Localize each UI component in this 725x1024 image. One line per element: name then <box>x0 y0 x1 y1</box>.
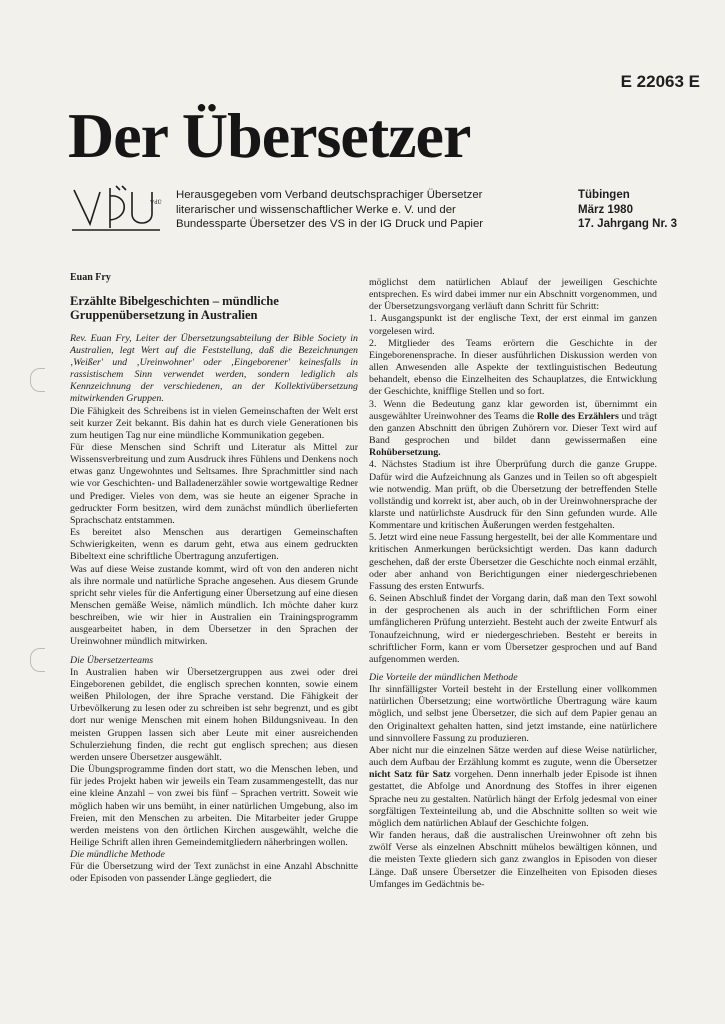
article-lead: Rev. Euan Fry, Leiter der Übersetzungsabteilung der Bible Society in Australien, legt Wert auf die Feststellung, daß die Bezeichnungen ‚Weißer' und ‚Ureinwohner' oder ‚Eingeborener' keinesfalls in rassistischem Sinn verwendet werden, sondern lediglich als Kennzeichnung der verschiedenen, an der Kollektivübersetzung mitwirkenden Gruppen. <box>70 332 358 405</box>
bold-term: Rohübersetzung. <box>369 447 441 459</box>
paragraph: 6. Seinen Abschluß findet der Vorgang darin, daß man den Text sowohl in der gesprochenen als auch in der schriftlichen Form einer umfänglicheren Prüfung unterzieht. Besteht auch der zweite Entwurf als Tonaufzeichnung, wird er niedergeschrieben. Besteht er bereits in schriftlicher Form, kann er vom Übersetzer gesprochen und auf Band aufgenommen werden. <box>369 593 657 665</box>
issue-info <box>578 188 698 232</box>
vdue-logo-icon <box>70 184 166 234</box>
publisher-line: literarischer und wissenschaftlicher Werke e. V. und der <box>176 203 456 216</box>
subheading: Die mündliche Methode <box>70 849 165 861</box>
text-run: Aber nicht nur die einzelnen Sätze werden auf diese Weise natürlicher, auch dem Aufbau der Erzählung kommt es zugute, wenn die Übersetzer <box>369 744 657 769</box>
publisher-line: Bundessparte Übersetzer des VS in der IG Druck und Papier <box>176 218 484 231</box>
subheading: Die Vorteile der mündlichen Methode <box>369 672 518 683</box>
paragraph: 5. Jetzt wird eine neue Fassung hergestellt, bei der alle Kommentare und kritischen Anmerkungen berücksichtigt werden. Das kann dadurch geschehen, daß der erste Übersetzer die Geschichte noch einmal erzählt, oder aber anhand von Berichtigungen einer niedergeschriebenen Fassung des ersten Entwurfs. <box>369 532 657 592</box>
column-left <box>70 272 358 886</box>
article-headline: Erzählte Bibelgeschichten – mündliche Gruppenübersetzung in Australien <box>70 294 279 323</box>
paragraph: In Australien haben wir Übersetzergruppen aus zwei oder drei Eingeborenen gebildet, die englisch sprechen konnten, sowie einem weißen Philologen, der ihre Sprache verstand. Die Fähigkeit der Urbevölkerung zu lesen oder zu schreiben ist sehr begrenzt, und es gibt dort nur wenige Menschen mit einem hohen Bildungsniveau. In den meisten Gruppen lassen sich aber Leute mit einer ausreichenden Schulerziehung finden, die recht gut englisch sprechen; aus diesen werden unsere Übersetzer ausgewählt. <box>70 666 358 763</box>
publisher-info <box>176 188 516 232</box>
text-run: vorgehen. Denn innerhalb jeder Episode ist ihnen gestattet, die Abfolge und Anordnung des Stoffes in ihrer eigenen Sprache neu zu gestalten. Natürlich hängt der Erfolg jedesmal von einer sorgfältigen Texteinteilung ab, und die Abschnitte sollten so weit wie möglich dem natürlichen Ablauf der Geschichte folgen. <box>369 769 657 829</box>
column-right <box>369 277 657 891</box>
paragraph: Für die Übersetzung wird der Text zunächst in eine Anzahl Abschnitte oder Episoden von passender Länge gegliedert, die <box>70 861 358 885</box>
paragraph: 4. Nächstes Stadium ist ihre Überprüfung durch die ganze Gruppe. Dafür wird die Aufzeichnung als Ganzes und in Teilen so oft abgespielt wie notwendig. Man prüft, ob die Übersetzung der betreffenden Stelle vollständig und korrekt ist, aber auch, ob in der Ureinwohnersprache der klarste und natürlichste Ausdruck für den Sinn gefunden wurde. Alle Kommentare und kritischen Äußerungen werden festgehalten. <box>369 459 657 532</box>
text-run: 3. Wenn die Bedeutung ganz klar geworden ist, übernimmt ein ausgewählter Ureinwohner des Teams die <box>369 398 657 422</box>
paragraph: Wir fanden heraus, daß die australischen Ureinwohner oft zehn bis zwölf Verse als einzelnen Abschnitt mühelos bewältigen können, und die meisten Texte gliedern sich ganz zwanglos in Episoden von dieser Länge. Daß unsere Übersetzer die Einzelheiten von Episoden dieses Umfanges im Gedächtnis be- <box>369 830 657 890</box>
masthead-title: Der Übersetzer <box>68 100 471 171</box>
issue-date: März 1980 <box>578 203 633 216</box>
punch-hole-mark <box>30 648 45 672</box>
paragraph: Die Übungsprogramme finden dort statt, wo die Menschen leben, und für jedes Projekt haben wir jeweils ein Team zusammengestellt, das nur eine kleine Anzahl – von zwei bis fünf – Sprachen vertritt. Soweit wie möglich haben wir uns bemüht, in einer natürlichen Umgebung, also im Freien, mit den Menschen zu arbeiten. Die Mitarbeiter jeder Gruppe werden meistens von den örtlichen Kirchen ausgewählt, welche die Heilige Schrift allen ihren Gemeindemitgliedern näherbringen wollen. <box>70 764 358 848</box>
paragraph: 1. Ausgangspunkt ist der englische Text, der erst einmal im ganzen vorgelesen wird. <box>369 313 657 337</box>
step-3-paragraph <box>369 399 657 460</box>
paragraph: Es bereitet also Menschen aus derartigen Gemeinschaften Schwierigkeiten, wenn es darum geht, etwa aus einem gedruckten Bibeltext eine schriftliche Übertragung anzufertigen. <box>70 527 358 563</box>
bold-term: Rolle des Erzählers <box>536 410 619 422</box>
bold-term: nicht Satz für Satz <box>369 769 451 781</box>
article-author: Euan Fry <box>70 272 111 283</box>
paragraph: Die Fähigkeit des Schreibens ist in vielen Gemeinschaften der Welt erst seit kurzer Zeit bekannt. Bis dahin hat es durch viele Generationen bis zum heutigen Tag nur eine mündliche Kommunikation gegeben. <box>70 405 358 441</box>
paragraph: Ihr sinnfälligster Vorteil besteht in der Erstellung einer vollkommen natürlichen Übersetzung; eine wortwörtliche Übertragung wäre kaum möglich, und selbst jene Übersetzer, die sich auf dem Papier genau an den Originaltext gehalten hatten, sind jetzt imstande, eine natürlichere und sinnvollere Fassung zu produzieren. <box>369 684 657 744</box>
publisher-line: Herausgegeben vom Verband deutschsprachiger Übersetzer <box>176 189 483 201</box>
paragraph: möglichst dem natürlichen Ablauf der jeweiligen Geschichte entsprechen. Es wird dabei immer nur ein Abschnitt vorgenommen, und der Übersetzungsvorgang verläuft dann Schritt für Schritt: <box>369 277 657 313</box>
issue-place: Tübingen <box>578 189 630 201</box>
paragraph: Für diese Menschen sind Schrift und Literatur als Mittel zur Wissensverbreitung und zum Ausdruck ihres Fühlens und Denkens noch etwas ganz Ungewohntes und Seltsames. Ihre Sprachmittler sind nach wie vor Geschichten- und Balladenerzähler sowie wortgewaltige Redner und Prediger. Vieles von dem, was sie heute an eigener Sprache in gedruckter Form besitzen, wird dem zunächst mündlich überlieferten Sprachschatz entstammen. <box>70 441 358 526</box>
punch-hole-mark <box>30 368 45 392</box>
text-run: und trägt den ganzen Abschnitt den übrigen Zuhörern vor. Dieser Text wird auf Band gesprochen und bildet dann gewissermaßen eine <box>369 410 658 447</box>
catalog-code: E 22063 E <box>620 72 700 91</box>
issue-number: 17. Jahrgang Nr. 3 <box>578 218 678 231</box>
logo-text: VdÜ <box>150 200 162 206</box>
rule-paragraph <box>369 745 657 830</box>
paragraph: Was auf diese Weise zustande kommt, wird oft von den anderen nicht als ihre normale und natürliche Sprache angesehen. Aus diesem Grunde spricht sehr vieles für die Anfertigung einer Übersetzung auf eine diesen Menschen gemäße Weise, nämlich mündlich. Ich möchte daher kurz beschreiben, wie wir hier in Australien ein Trainingsprogramm ausgearbeitet haben, in dem Übersetzer in den Sprachen der Ureinwohner mündlich mitwirken. <box>70 563 358 648</box>
paragraph: 2. Mitglieder des Teams erörtern die Geschichte in der Eingeborenensprache. In dieser ausführlichen Diskussion werden von allen Anwesenden alle Aspekte der textlinguistischen Bedeutung behandelt, ebenso die Einzelheiten des Schauplatzes, die Entwicklung der Geschichte, knifflige Stellen und so fort. <box>369 337 657 398</box>
subheading: Die Übersetzerteams <box>70 654 154 666</box>
